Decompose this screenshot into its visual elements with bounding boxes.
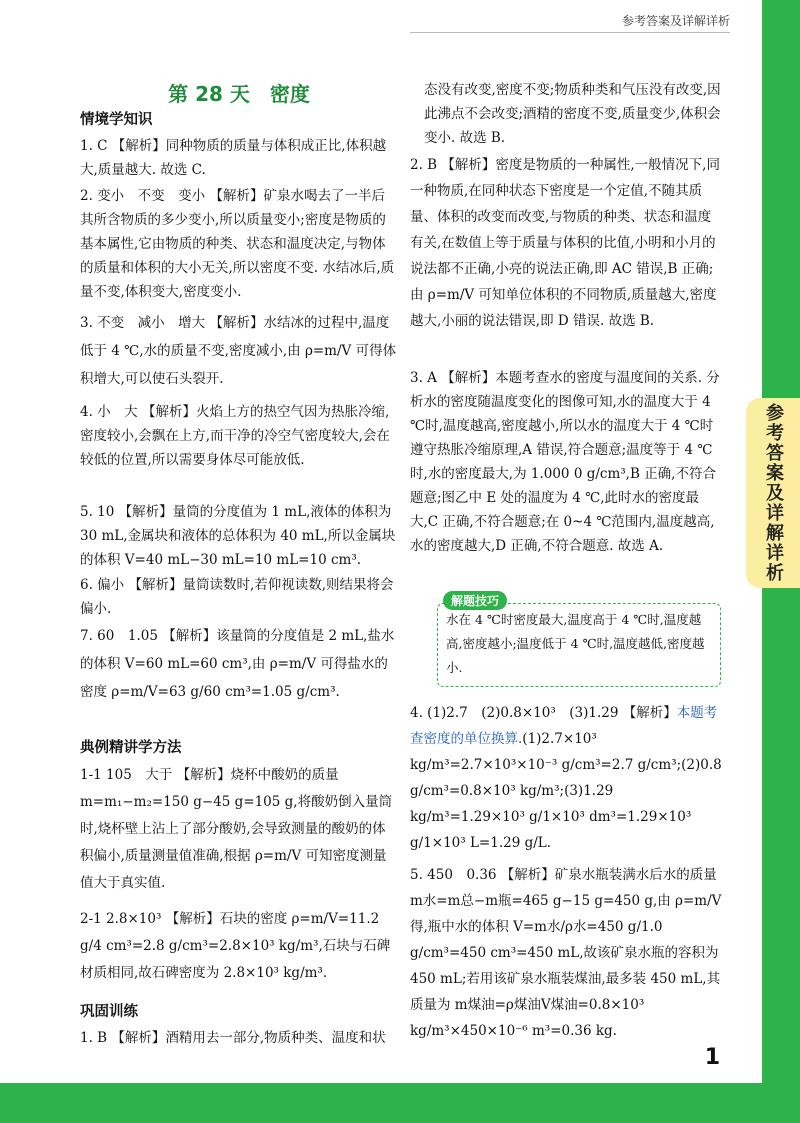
exercise-item-1: 1. B 【解析】酒精用去一部分,物质种类、温度和状 <box>80 1030 386 1046</box>
running-header: 参考答案及详解详析 <box>621 14 730 28</box>
exercise-item-4 <box>410 700 724 856</box>
answer-item-1: 1. C 【解析】同种物质的质量与体积成正比,体积越大,质量越大. 故选 C. <box>80 138 387 178</box>
exercise-item-3: 3. A 【解析】本题考查水的密度与温度间的关系. 分析水的密度随温度变化的图像可知,水的温度大于 4 ℃时,温度越高,密度越小,所以水的温度大于 4 ℃时遵守热胀冷缩原理,A 错误,符合题意;温度等于 4 ℃时,水的密度最大,为 1.000 0 g/cm³,B 正确,不符合题意;图乙中 E 处的温度为 4 ℃,此时水的密度最大,C 正确,不符合题意;在 0~4 ℃范围内,温度越高,水的密度越大,D 正确,不符合题意. 故选 A. <box>410 370 720 554</box>
exercise-item-4-highlight: 本题考查密度的单位换算. <box>410 705 718 747</box>
section-heading-3: 巩固训练 <box>80 1004 138 1020</box>
header-rule <box>410 32 730 33</box>
answer-item-3: 3. 不变 减小 增大 【解析】水结冰的过程中,温度低于 4 ℃,水的质量不变,密度减小,由 ρ=m/V 可得体积增大,可以使石头裂开. <box>80 315 397 387</box>
example-item-2-1: 2-1 2.8×10³ 【解析】石块的密度 ρ=m/V=11.2 g/4 cm³=2.8 g/cm³=2.8×10³ kg/m³,石块与石碑材质相同,故石碑密度为 2.8×10³ kg/m³. <box>80 911 391 981</box>
answer-item-2: 2. 变小 不变 变小 【解析】矿泉水喝去了一半后其所含物质的多少变小,所以质量变小;密度是物质的基本属性,它由物质的种类、状态和温度决定,与物体的质量和体积的大小无关,所以密度不变. 水结冰后,质量不变,体积变大,密度变小. <box>80 188 395 300</box>
exercise-item-4-head: 4. (1)2.7 (2)0.8×10³ (3)1.29 【解析】 <box>410 705 677 721</box>
exercise-item-2: 2. B 【解析】密度是物质的一种属性,一般情况下,同一种物质,在同种状态下密度是一个定值,不随其质量、体积的改变而改变,与物质的种类、状态和温度有关,在数值上等于质量与体积的比值,小明和小月的说法都不正确,小亮的说法正确,即 AC 错误,B 正确;由 ρ=m/V 可知单位体积的不同物质,质量越大,密度越大,小丽的说法错误,即 D 错误. 故选 B. <box>410 157 720 329</box>
side-tab[interactable]: 参考答案及详解详析 <box>746 398 800 588</box>
exercise-item-4-body: (1)2.7×10³ kg/m³=2.7×10³×10⁻³ g/cm³=2.7 g/cm³;(2)0.8 g/cm³=0.8×10³ kg/m³;(3)1.29 kg/m³=1.29×10³ g/1×10³ dm³=1.29×10³ g/1×10³ L=1.29 g/L. <box>410 731 722 851</box>
tip-label: 解题技巧 <box>443 591 507 610</box>
page-title: 第 28 天 密度 <box>168 82 310 106</box>
tip-text: 水在 4 ℃时密度最大,温度高于 4 ℃时,温度越高,密度越小;温度低于 4 ℃时,温度越低,密度越小. <box>446 612 705 675</box>
exercise-item-1-cont: 态没有改变,密度不变;物质种类和气压没有改变,因此沸点不会改变;酒精的密度不变,质量变少,体积会变小. 故选 B. <box>424 82 721 146</box>
example-item-1-1: 1-1 105 大于 【解析】烧杯中酸奶的质量 m=m₁−m₂=150 g−45 g=105 g,将酸奶倒入量筒时,烧杯壁上沾上了部分酸奶,会导致测量的酸奶的体积偏小,质量测量值准确,根据 ρ=m/V 可知密度测量值大于真实值. <box>80 767 393 891</box>
answer-item-4: 4. 小 大 【解析】火焰上方的热空气因为热胀冷缩,密度较小,会飘在上方,而干净的冷空气密度较大,会在较低的位置,所以需要身体尽可能放低. <box>80 404 390 468</box>
answer-item-6: 6. 偏小 【解析】量筒读数时,若仰视读数,则结果将会偏小. <box>80 577 394 617</box>
section-heading-2: 典例精讲学方法 <box>80 740 182 756</box>
bottom-green-border <box>0 1083 800 1123</box>
answer-item-7: 7. 60 1.05 【解析】该量筒的分度值是 2 mL,盐水的体积 V=60 mL=60 cm³,由 ρ=m/V 可得盐水的密度 ρ=m/V=63 g/60 cm³=1.05 g/cm³. <box>80 628 395 700</box>
answer-item-5: 5. 10 【解析】量筒的分度值为 1 mL,液体的体积为 30 mL,金属块和液体的总体积为 40 mL,所以金属块的体积 V=40 mL−30 mL=10 mL=10 cm³. <box>80 504 396 568</box>
section-heading-1: 情境学知识 <box>80 112 153 128</box>
page-number: 1 <box>704 1045 720 1070</box>
exercise-item-5: 5. 450 0.36 【解析】矿泉水瓶装满水后水的质量 m水=m总−m瓶=465 g−15 g=450 g,由 ρ=m/V 得,瓶中水的体积 V=m水/ρ水=450 g/1.0 g/cm³=450 cm³=450 mL,故该矿泉水瓶的容积为 450 mL;若用该矿泉水瓶装煤油,最多装 450 mL,其质量为 m煤油=ρ煤油V煤油=0.8×10³ kg/m³×450×10⁻⁶ m³=0.36 kg. <box>410 867 722 1039</box>
